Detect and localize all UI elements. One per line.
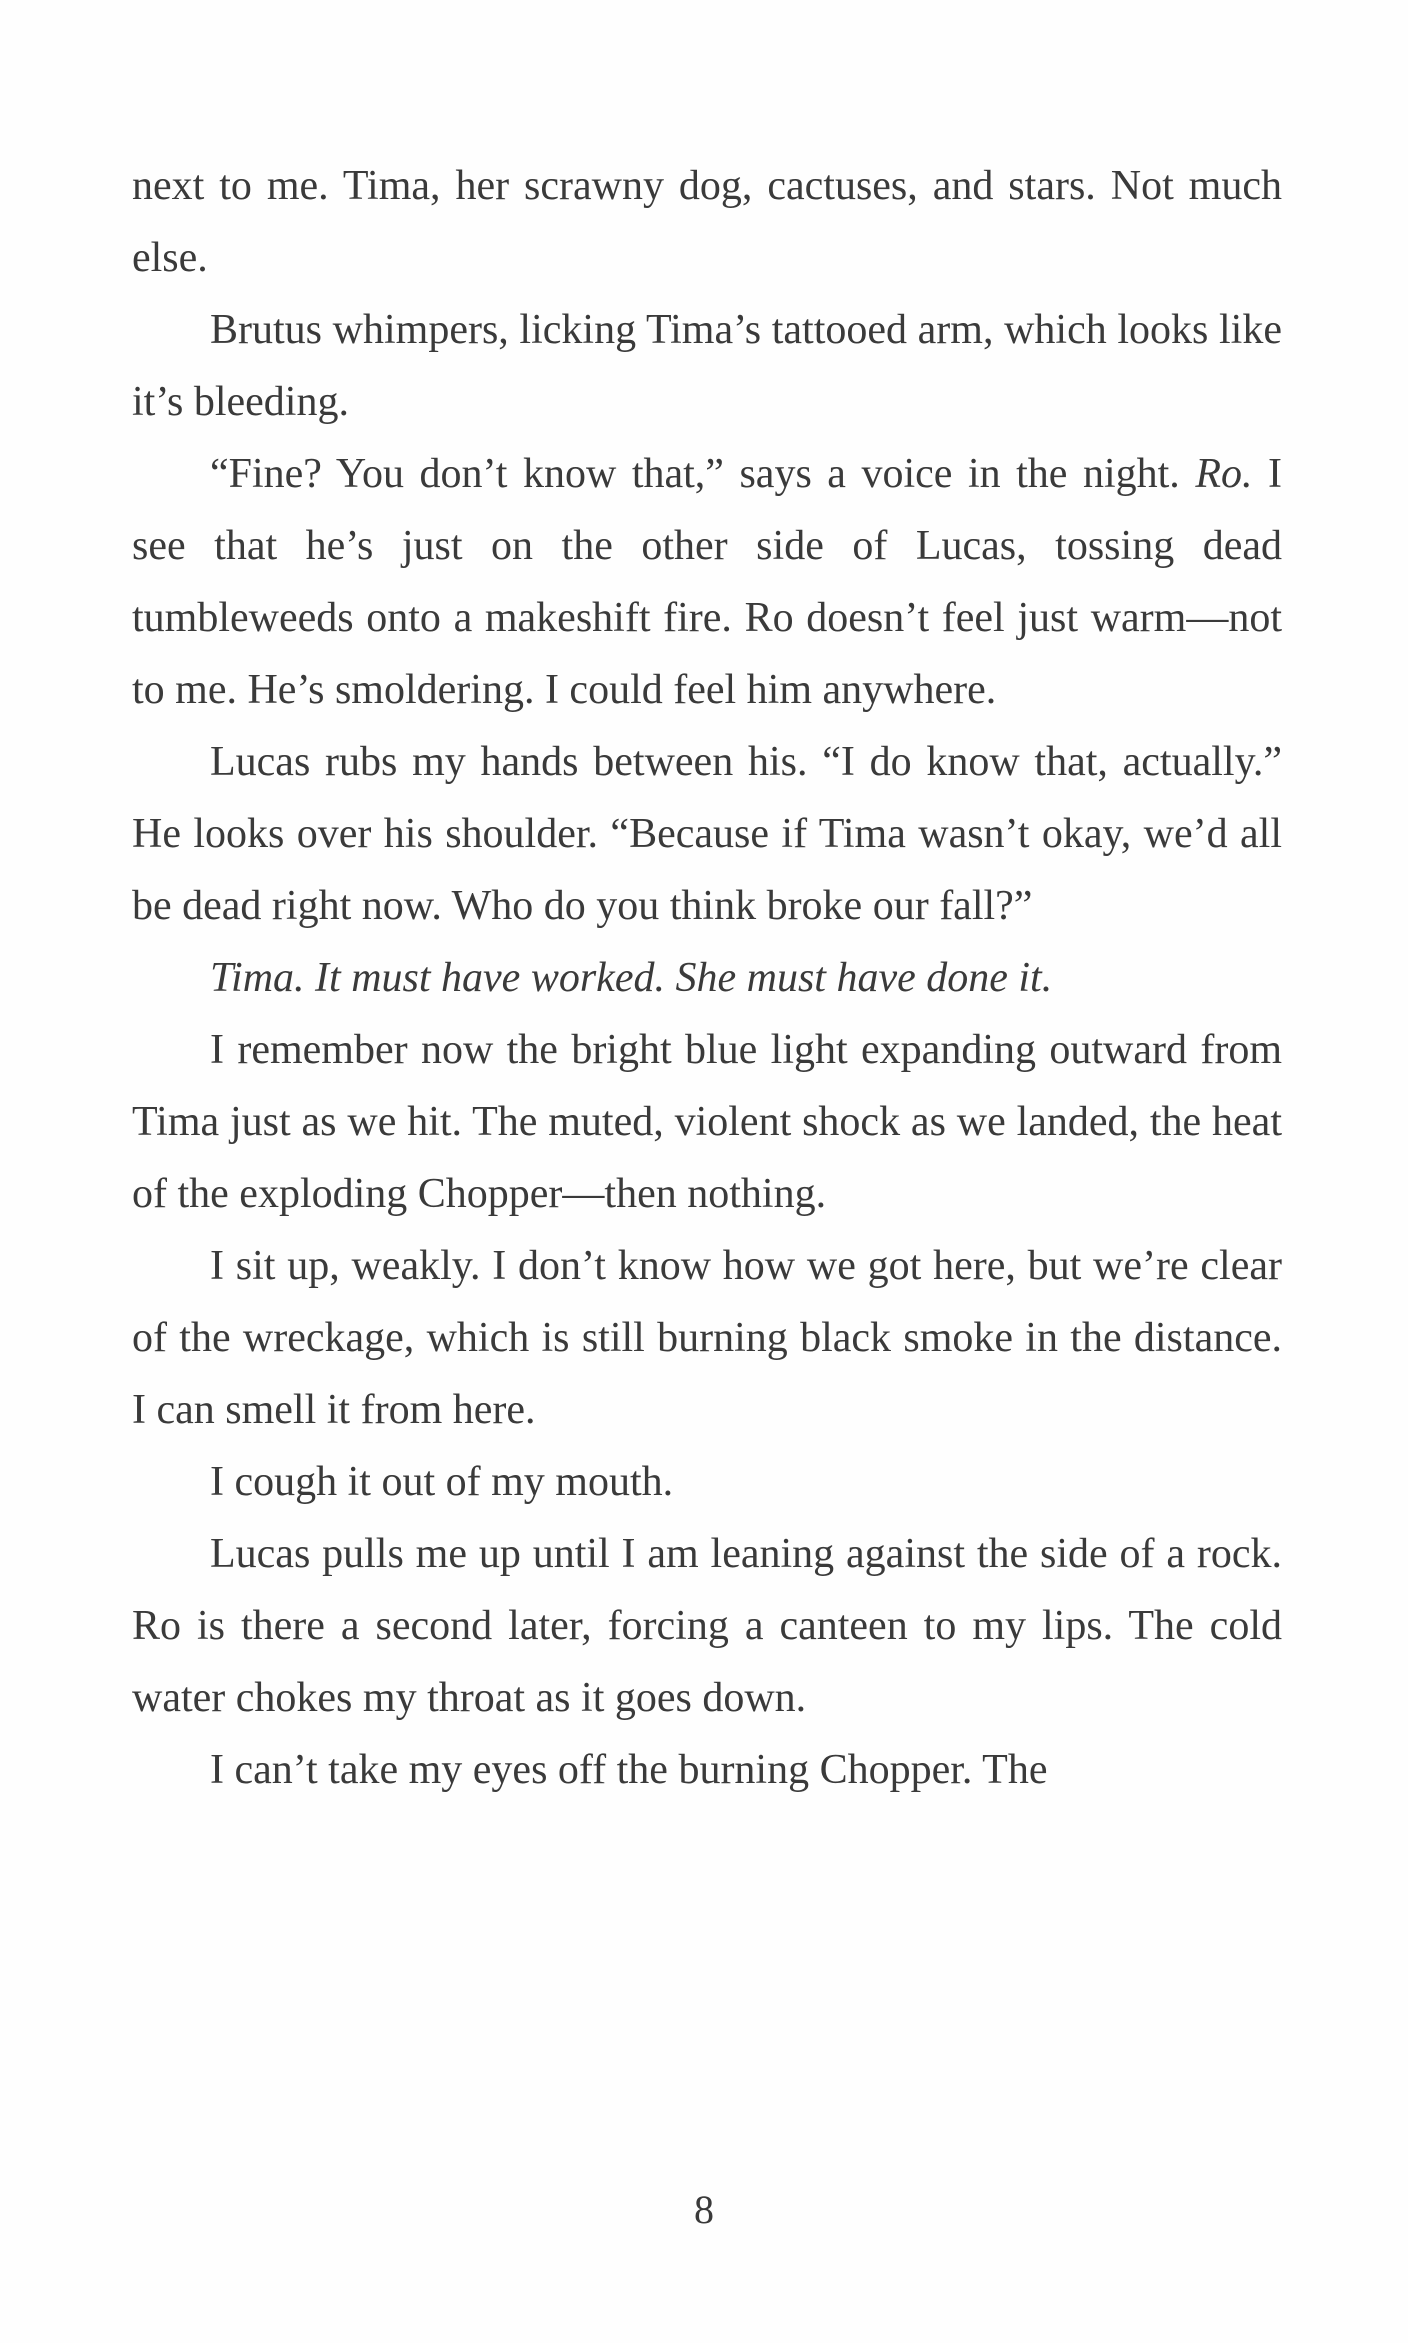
paragraph-9: Lucas pulls me up until I am leaning against the side of a rock. Ro is there a second later, forcing a canteen to my lips. The cold water chokes my throat as it goes down.: [132, 1531, 1282, 1721]
paragraph-10: I can’t take my eyes off the burning Chopper. The: [210, 1747, 1048, 1793]
paragraph-3-lead: “Fine? You don’t know that,” says a voice in the night.: [210, 451, 1196, 497]
paragraph-3: [132, 438, 1282, 726]
paragraph-3-italic-name: Ro.: [1195, 451, 1253, 497]
paragraph-5-italic-thought: Tima. It must have worked. She must have done it.: [210, 955, 1053, 1001]
paragraph-2: Brutus whimpers, licking Tima’s tattooed arm, which looks like it’s bleeding.: [132, 307, 1282, 425]
paragraph-8: I cough it out of my mouth.: [210, 1459, 674, 1505]
paragraph-4: Lucas rubs my hands between his. “I do know that, actually.” He looks over his shoulder. “Because if Tima wasn’t okay, we’d all be dead right now. Who do you think broke our fall?”: [132, 739, 1282, 929]
paragraph-1: next to me. Tima, her scrawny dog, cactuses, and stars. Not much else.: [132, 163, 1282, 281]
paragraph-7: I sit up, weakly. I don’t know how we got here, but we’re clear of the wreckage, which is still burning black smoke in the distance. I can smell it from here.: [132, 1243, 1282, 1433]
paragraph-6: I remember now the bright blue light expanding outward from Tima just as we hit. The muted, violent shock as we landed, the heat of the exploding Chopper—then nothing.: [132, 1027, 1282, 1217]
paragraph-3-rest: I see that he’s just on the other side of Lucas, tossing dead tumbleweeds onto a makeshift fire. Ro doesn’t feel just warm—not to me. He’s smoldering. I could feel him anywhere.: [132, 451, 1282, 713]
body-text: [132, 150, 1282, 1806]
page-number: 8: [694, 2187, 714, 2232]
